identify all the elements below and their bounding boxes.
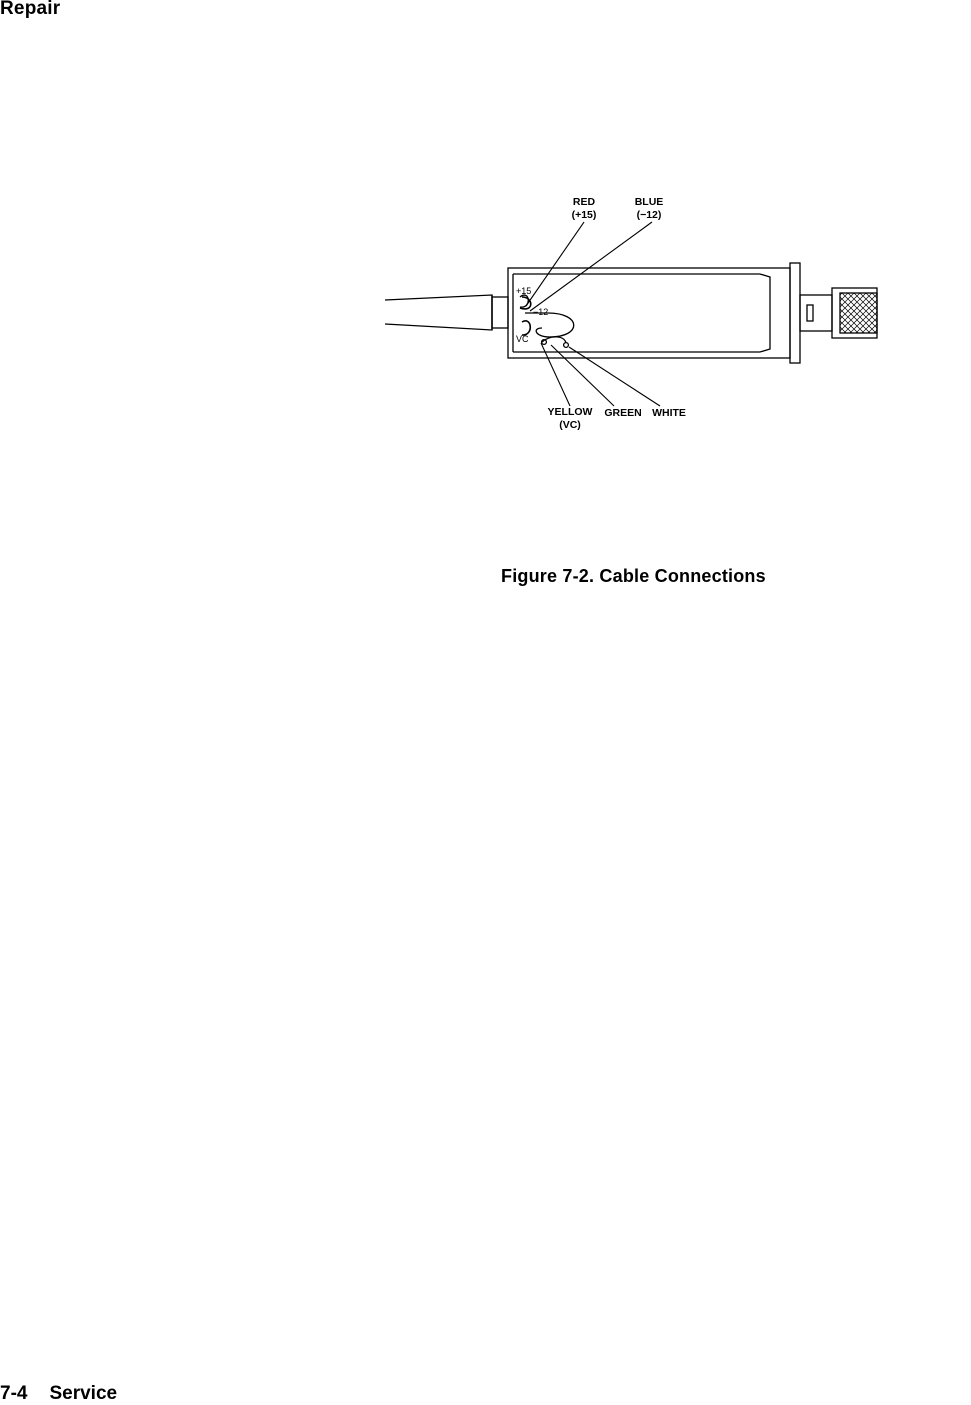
- pin-label-vc: VC: [516, 334, 529, 344]
- label-blue-value: (−12): [636, 209, 662, 221]
- knurled-nut: [840, 293, 877, 333]
- cable-connections-diagram: [320, 185, 971, 445]
- pin-label-plus15: +15: [516, 286, 532, 296]
- label-blue: BLUE: [634, 196, 664, 208]
- pin-label-minus12: −12: [533, 307, 549, 317]
- footer-section: Service: [49, 1383, 118, 1404]
- label-red: RED: [572, 196, 596, 208]
- label-white: WHITE: [652, 407, 686, 419]
- label-green: GREEN: [604, 407, 642, 419]
- label-yellow: YELLOW: [547, 406, 593, 418]
- page-footer: [0, 1383, 117, 1405]
- section-title: Repair: [0, 0, 61, 19]
- figure-caption: Figure 7-2. Cable Connections: [501, 566, 766, 586]
- page-number: 7-4: [0, 1383, 28, 1404]
- cable: [385, 295, 508, 330]
- label-red-value: (+15): [571, 209, 597, 221]
- label-yellow-value: (VC): [559, 419, 581, 431]
